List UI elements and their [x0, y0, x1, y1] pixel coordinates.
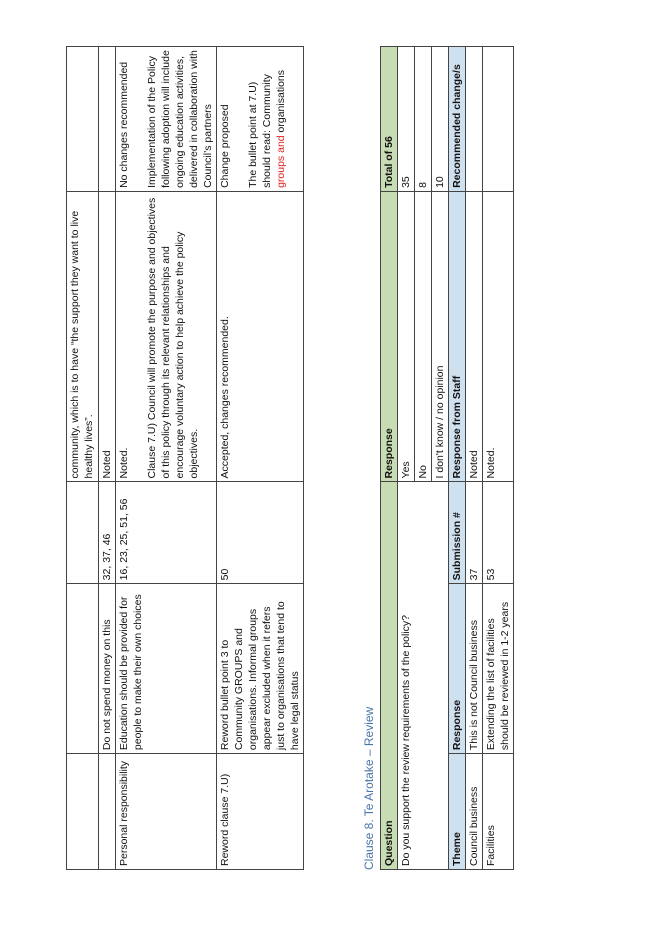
- response-header: Response: [381, 191, 398, 482]
- staff-cell: Noted.: [483, 191, 514, 482]
- question-header: Question: [381, 482, 398, 870]
- change-text-start: The bullet point at 7.U) should read: Community: [247, 74, 273, 188]
- submission-header: Submission #: [449, 482, 466, 584]
- question-header-row: [381, 47, 398, 870]
- response-cell: Accepted, changes recommended.: [217, 191, 304, 482]
- change-cell: [67, 47, 99, 192]
- response-cell: Extending the list of facilities should be reviewed in 1-2 years: [483, 584, 514, 754]
- change-cell: [99, 47, 116, 192]
- response-text: Clause 7.U) Council will promote the purpose and objectives of this policy through its relevant relationships and encourage voluntary action to help achieve the policy objectives.: [146, 197, 200, 479]
- table-row: [116, 47, 217, 870]
- table-row: [466, 47, 483, 870]
- theme-header: Theme: [449, 754, 466, 870]
- change-text-end: organisations: [275, 70, 287, 136]
- response-cell: community, which is to have “the support they want to live healthy lives”.: [67, 191, 99, 482]
- staff-cell: Noted: [466, 191, 483, 482]
- change-cell: [217, 47, 304, 192]
- review-table: [380, 46, 514, 870]
- answer-label: I don't know / no opinion: [432, 191, 449, 482]
- theme-cell: Council business: [466, 754, 483, 870]
- theme-header-row: [449, 47, 466, 870]
- answer-label: Yes: [398, 191, 415, 482]
- feedback-cell: Reword bullet point 3 to Community GROUPS and organisations. Informal groups appear excluded when it refers just to organisations that tend to have legal status: [217, 584, 304, 754]
- change-text: Change proposed: [219, 104, 231, 188]
- change-cell: [466, 47, 483, 192]
- question-cell: Do you support the review requirements of the policy?: [398, 482, 449, 870]
- submission-cell: 53: [483, 482, 514, 584]
- table-row: [398, 47, 415, 870]
- table-row: [99, 47, 116, 870]
- table-row: [67, 47, 99, 870]
- answer-count: 10: [432, 47, 449, 192]
- total-header: Total of 56: [381, 47, 398, 192]
- change-cell: [483, 47, 514, 192]
- answer-count: 8: [415, 47, 432, 192]
- theme-cell: Personal responsibility: [116, 754, 217, 870]
- theme-cell: [67, 754, 99, 870]
- theme-cell: Facilities: [483, 754, 514, 870]
- response-cell: Noted: [99, 191, 116, 482]
- staff-header: Response from Staff: [449, 191, 466, 482]
- table-row: [483, 47, 514, 870]
- inserted-text: groups and: [275, 135, 287, 188]
- response-text: Noted.: [118, 447, 130, 479]
- submission-cell: 32, 37, 46: [99, 482, 116, 584]
- change-text: [246, 50, 288, 188]
- submission-cell: [67, 482, 99, 584]
- section-heading: Clause 8. Te Arotake – Review: [362, 706, 376, 870]
- feedback-table: [66, 46, 304, 870]
- theme-cell: Reword clause 7.U): [217, 754, 304, 870]
- table-row: [217, 47, 304, 870]
- feedback-cell: [67, 584, 99, 754]
- submission-cell: 37: [466, 482, 483, 584]
- change-text: Implementation of the Policy following adoption will include ongoing education activities, delivered in collaboration with Council’s partners: [146, 50, 214, 188]
- response-cell: This is not Council business: [466, 584, 483, 754]
- submission-cell: 50: [217, 482, 304, 584]
- response-header: Response: [449, 584, 466, 754]
- feedback-cell: Education should be provided for people to make their own choices: [116, 584, 217, 754]
- answer-label: No: [415, 191, 432, 482]
- feedback-cell: Do not spend money on this: [99, 584, 116, 754]
- response-cell: [116, 191, 217, 482]
- change-cell: [116, 47, 217, 192]
- theme-cell: [99, 754, 116, 870]
- change-header: Recommended change/s: [449, 47, 466, 192]
- change-text: No changes recommended: [118, 61, 130, 188]
- submission-cell: 16, 23, 25, 51, 56: [116, 482, 217, 584]
- answer-count: 35: [398, 47, 415, 192]
